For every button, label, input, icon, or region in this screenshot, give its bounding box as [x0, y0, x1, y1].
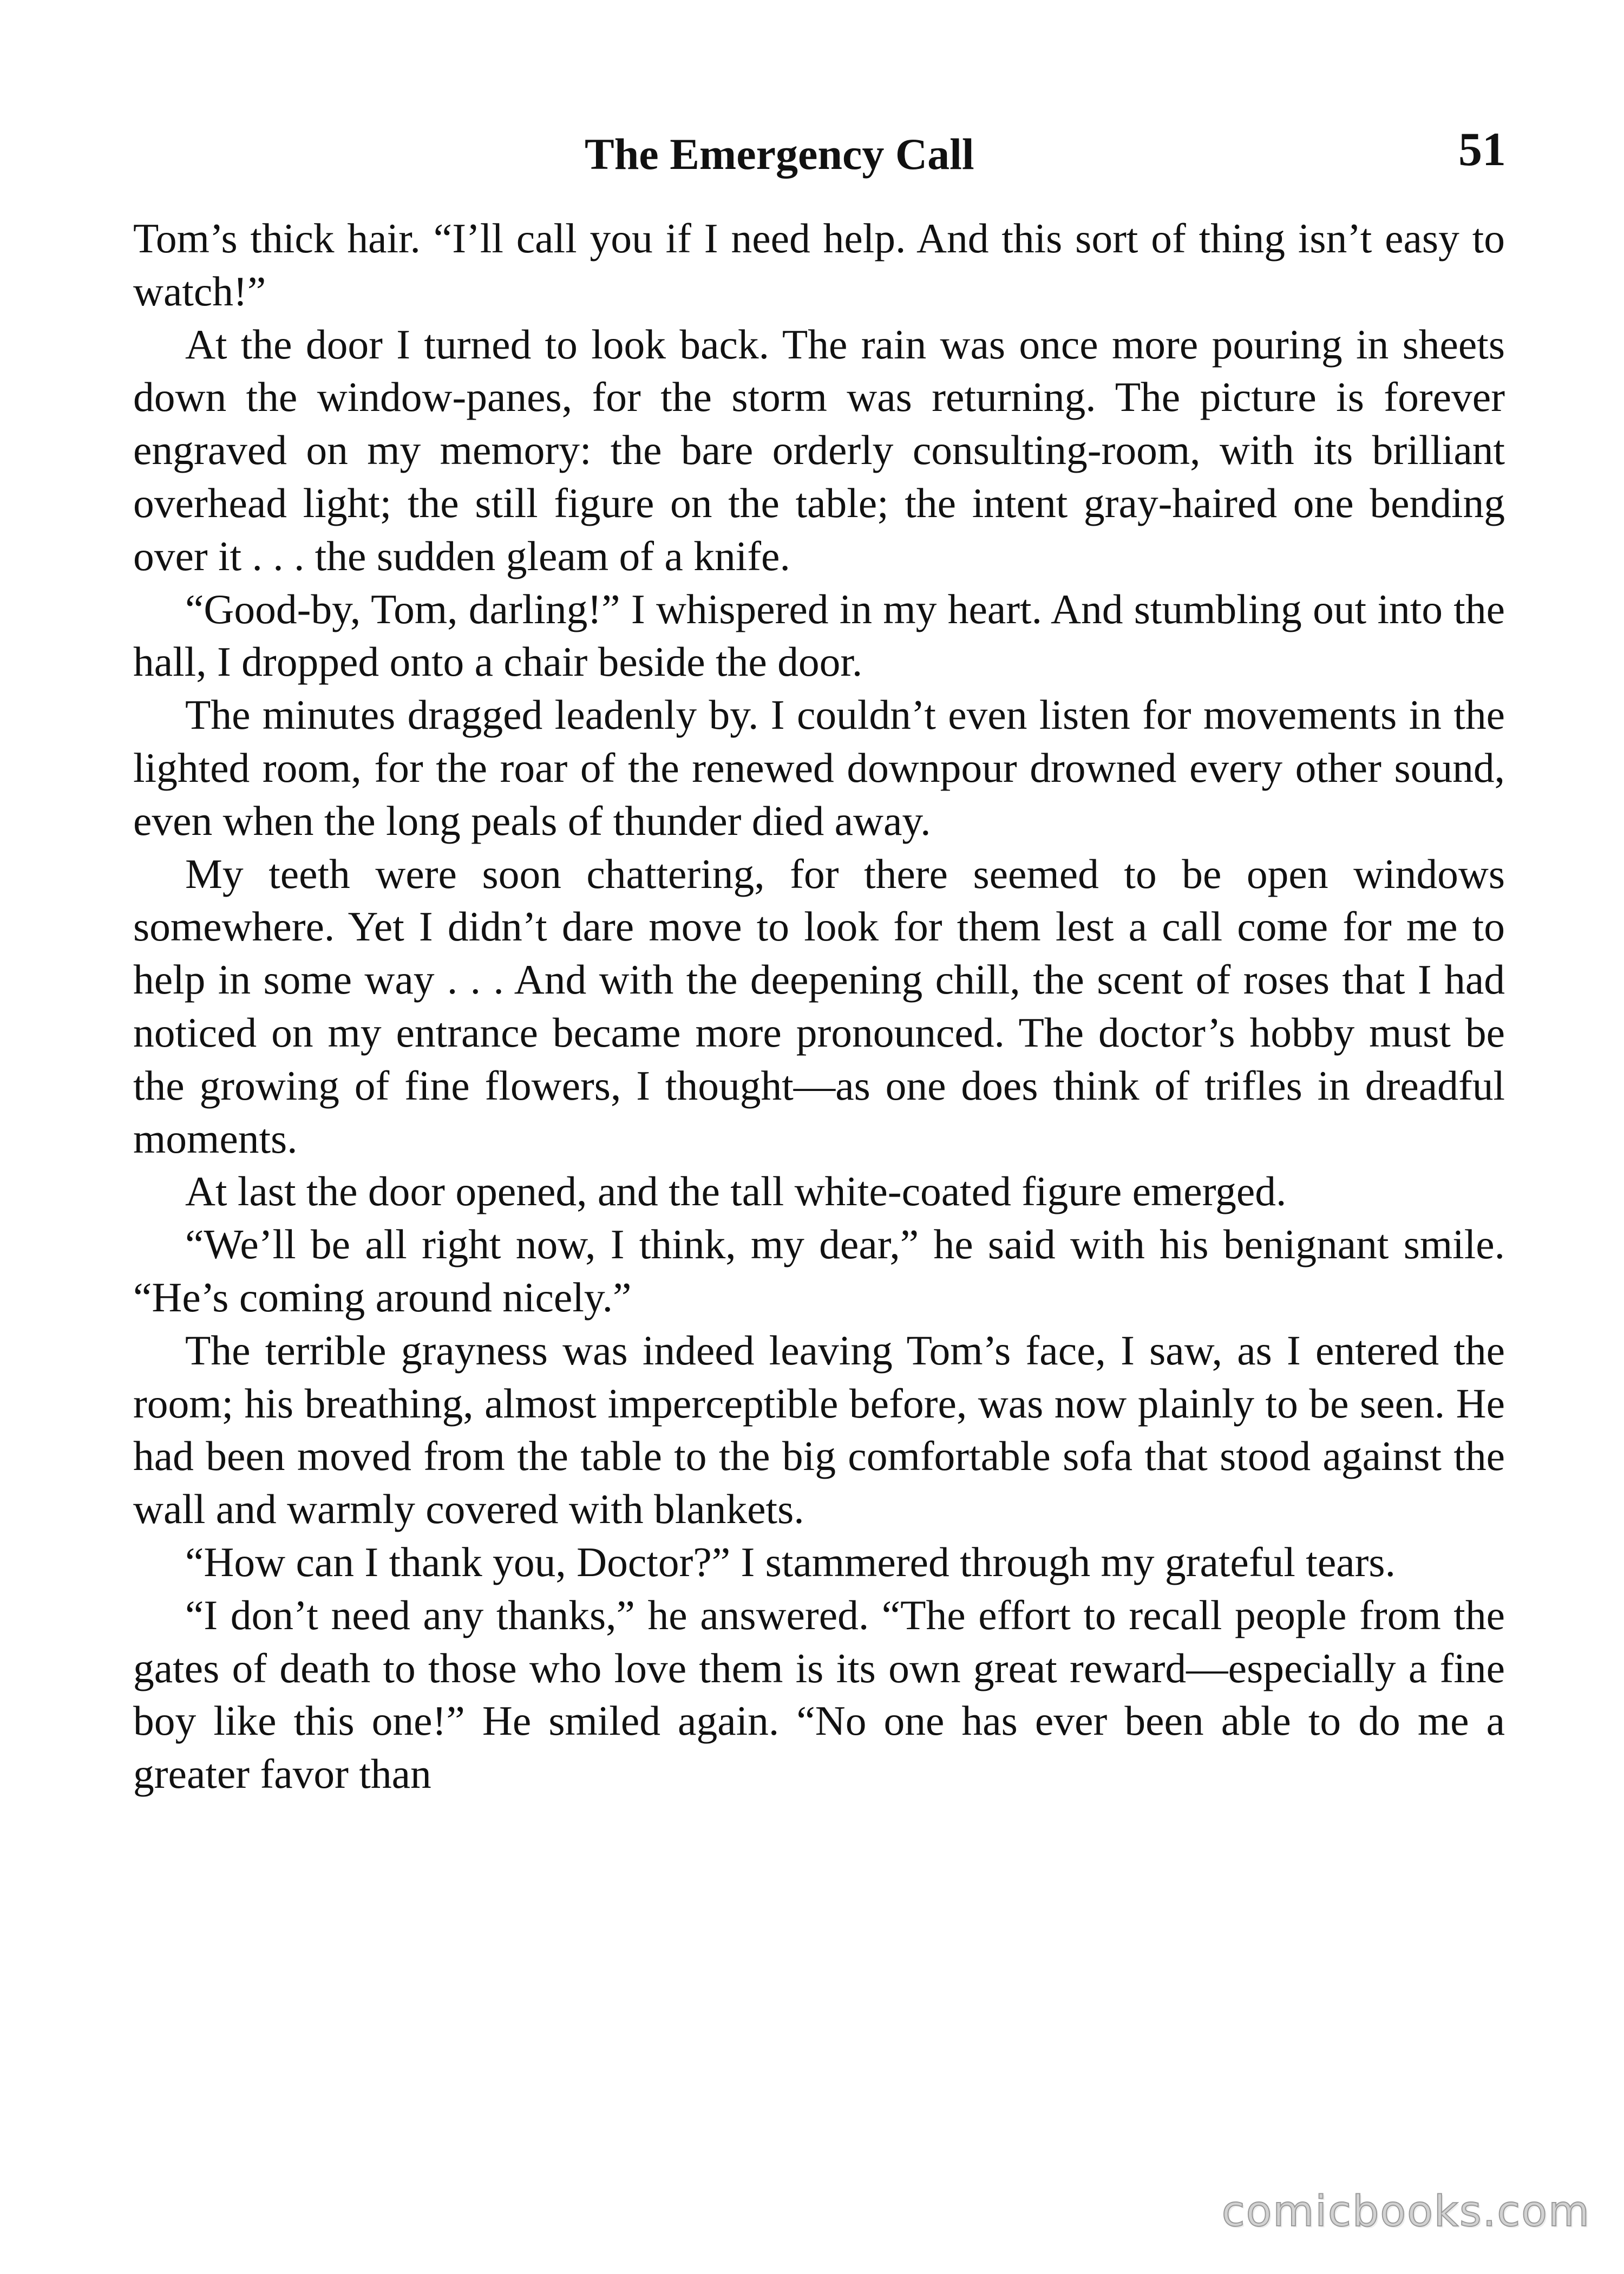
paragraph: Tom’s thick hair. “I’ll call you if I need help. And this sort of thing isn’t easy to watch!”	[133, 215, 1505, 315]
running-head	[0, 125, 1624, 184]
watermark: comicbooks.com	[1221, 2187, 1590, 2236]
paragraph: At last the door opened, and the tall white-coated figure emerged.	[185, 1168, 1287, 1215]
paragraph: “I don’t need any thanks,” he answered. “The effort to recall people from the gates of death to those who love them is its own great reward—especially a fine boy like this one!” He smiled again. “No one has ever been able to do me a greater favor than	[133, 1591, 1505, 1798]
paragraph: “Good-by, Tom, darling!” I whispered in my heart. And stumbling out into the hall, I dropped onto a chair beside the door.	[133, 585, 1505, 685]
paragraph: My teeth were soon chattering, for there seemed to be open windows somewhere. Yet I didn’t dare move to look for them lest a call come for me to help in some way . . . And with the deepening chill, the scent of roses that I had noticed on my entrance became more pronounced. The doctor’s hobby must be the growing of fine flowers, I thought—as one does think of trifles in dreadful moments.	[133, 850, 1505, 1162]
chapter-title: The Emergency Call	[585, 129, 974, 179]
paragraph: “How can I thank you, Doctor?” I stammered through my grateful tears.	[185, 1538, 1396, 1585]
paragraph: The minutes dragged leadenly by. I couldn’t even listen for movements in the lighted room, for the roar of the renewed downpour drowned every other sound, even when the long peals of thunder died away.	[133, 691, 1505, 844]
paragraph: At the door I turned to look back. The rain was once more pouring in sheets down the window-panes, for the storm was returning. The picture is forever engraved on my memory: the bare orderly consulting-room, with its brilliant overhead light; the still figure on the table; the intent gray-haired one bending over it . . . the sudden gleam of a knife.	[133, 321, 1505, 579]
body-text	[133, 212, 1505, 1801]
page-number: 51	[1458, 123, 1506, 176]
paragraph: The terrible grayness was indeed leaving Tom’s face, I saw, as I entered the room; his breathing, almost imperceptible before, was now plainly to be seen. He had been moved from the table to the big comfortable sofa that stood against the wall and warmly covered with blankets.	[133, 1327, 1505, 1533]
paragraph: “We’ll be all right now, I think, my dear,” he said with his benignant smile. “He’s coming around nicely.”	[133, 1221, 1505, 1321]
